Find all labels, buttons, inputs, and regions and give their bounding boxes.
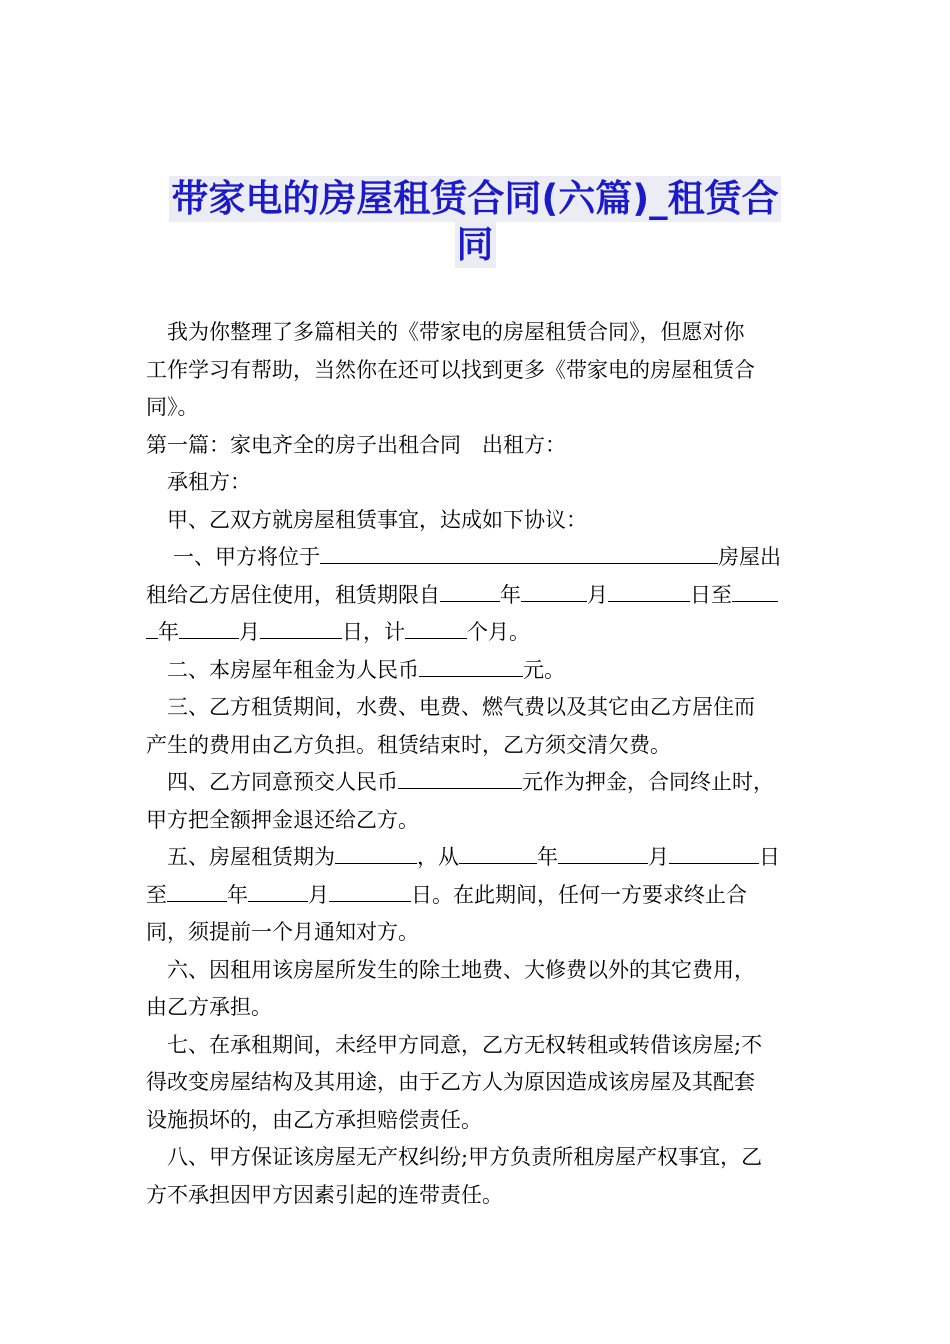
text-segment: 三、乙方租赁期间，水费、电费、燃气费以及其它由乙方居住而 bbox=[167, 695, 755, 719]
text-line bbox=[146, 1027, 810, 1065]
title-line-2: 同 bbox=[456, 223, 494, 266]
text-segment: 房屋出 bbox=[718, 545, 781, 569]
fill-in-blank bbox=[669, 841, 759, 864]
contract-body bbox=[146, 314, 810, 1214]
document-title bbox=[0, 176, 950, 268]
text-segment: 年 bbox=[537, 845, 558, 869]
text-segment: 承租方： bbox=[167, 470, 251, 494]
text-line bbox=[146, 652, 810, 690]
text-line bbox=[146, 464, 810, 502]
text-segment: 至 bbox=[146, 882, 167, 907]
text-segment: 六、因租用该房屋所发生的除土地费、大修费以外的其它费用， bbox=[167, 957, 755, 982]
text-line bbox=[146, 839, 810, 877]
text-line bbox=[146, 1102, 810, 1140]
fill-in-blank bbox=[405, 616, 467, 639]
text-line bbox=[146, 877, 810, 915]
text-segment: 二、本房屋年租金为人民币 bbox=[167, 657, 419, 682]
text-segment: 租给乙方居住使用，租赁期限自 bbox=[146, 582, 440, 607]
text-segment: ，从 bbox=[417, 845, 459, 869]
text-segment: 甲、乙双方就房屋租赁事宜，达成如下协议： bbox=[167, 507, 587, 532]
text-segment: 得改变房屋结构及其用途，由于乙方人为原因造成该房屋及其配套 bbox=[146, 1070, 755, 1094]
text-line bbox=[146, 539, 810, 577]
fill-in-blank bbox=[440, 579, 500, 602]
text-line bbox=[146, 689, 810, 727]
text-line bbox=[146, 764, 810, 802]
text-line bbox=[146, 802, 810, 840]
text-line bbox=[146, 614, 810, 652]
text-line bbox=[146, 352, 810, 390]
text-line bbox=[146, 914, 810, 952]
text-segment: 月 bbox=[308, 882, 329, 907]
text-line bbox=[146, 727, 810, 765]
fill-in-blank bbox=[459, 841, 537, 864]
fill-in-blank bbox=[732, 579, 778, 602]
text-segment: 由乙方承担。 bbox=[146, 995, 272, 1019]
text-segment: 八、甲方保证该房屋无产权纠纷;甲方负责所租房屋产权事宜，乙 bbox=[167, 1145, 763, 1169]
text-segment: 日，计 bbox=[342, 620, 405, 644]
text-line bbox=[146, 1139, 810, 1177]
fill-in-blank bbox=[146, 616, 158, 639]
text-segment: 甲方把全额押金退还给乙方。 bbox=[146, 807, 419, 832]
text-segment: 产生的费用由乙方负担。租赁结束时，乙方须交清欠费。 bbox=[146, 732, 671, 757]
text-segment: 月 bbox=[648, 845, 669, 869]
text-segment: 日 bbox=[759, 845, 780, 869]
text-line bbox=[146, 314, 810, 352]
text-segment: 第一篇：家电齐全的房子出租合同 出租方： bbox=[146, 432, 566, 457]
text-segment: 个月。 bbox=[467, 620, 530, 644]
fill-in-blank bbox=[248, 879, 308, 902]
text-segment: 同，须提前一个月通知对方。 bbox=[146, 920, 419, 944]
text-segment: 年 bbox=[227, 882, 248, 907]
text-segment: 我为你整理了多篇相关的《带家电的房屋租赁合同》，但愿对你 bbox=[167, 320, 745, 344]
text-segment: 五、房屋租赁期为 bbox=[167, 845, 335, 869]
fill-in-blank bbox=[419, 654, 523, 677]
text-segment: 一、甲方将位于 bbox=[173, 545, 320, 569]
text-segment: 月 bbox=[587, 582, 608, 607]
text-line bbox=[146, 502, 810, 540]
fill-in-blank bbox=[608, 579, 690, 602]
text-line bbox=[146, 952, 810, 990]
text-segment: 方不承担因甲方因素引起的连带责任。 bbox=[146, 1182, 503, 1207]
text-segment: 年 bbox=[500, 582, 521, 607]
text-segment: 设施损坏的，由乙方承担赔偿责任。 bbox=[146, 1107, 482, 1132]
fill-in-blank bbox=[521, 579, 587, 602]
text-line bbox=[146, 427, 810, 465]
fill-in-blank bbox=[320, 541, 718, 564]
text-line bbox=[146, 989, 810, 1027]
text-segment: 年 bbox=[158, 620, 179, 644]
title-line-1: 带家电的房屋租赁合同(六篇)_租赁合 bbox=[171, 177, 779, 220]
fill-in-blank bbox=[335, 841, 417, 864]
text-segment: 元作为押金，合同终止时， bbox=[522, 770, 774, 794]
text-line bbox=[146, 1064, 810, 1102]
text-segment: 日。在此期间，任何一方要求终止合 bbox=[411, 882, 747, 907]
fill-in-blank bbox=[558, 841, 648, 864]
text-segment: 元。 bbox=[523, 657, 565, 682]
fill-in-blank bbox=[329, 879, 411, 902]
text-segment: 日至 bbox=[690, 582, 732, 607]
fill-in-blank bbox=[260, 616, 342, 639]
text-line bbox=[146, 577, 810, 615]
fill-in-blank bbox=[398, 766, 522, 789]
text-line bbox=[146, 389, 810, 427]
text-segment: 四、乙方同意预交人民币 bbox=[167, 770, 398, 794]
fill-in-blank bbox=[179, 616, 239, 639]
fill-in-blank bbox=[167, 879, 227, 902]
text-segment: 工作学习有帮助，当然你在还可以找到更多《带家电的房屋租赁合 bbox=[146, 357, 755, 382]
text-segment: 同》。 bbox=[146, 395, 199, 419]
text-line bbox=[146, 1177, 810, 1215]
text-segment: 月 bbox=[239, 620, 260, 644]
text-segment: 七、在承租期间，未经甲方同意，乙方无权转租或转借该房屋;不 bbox=[167, 1032, 763, 1057]
